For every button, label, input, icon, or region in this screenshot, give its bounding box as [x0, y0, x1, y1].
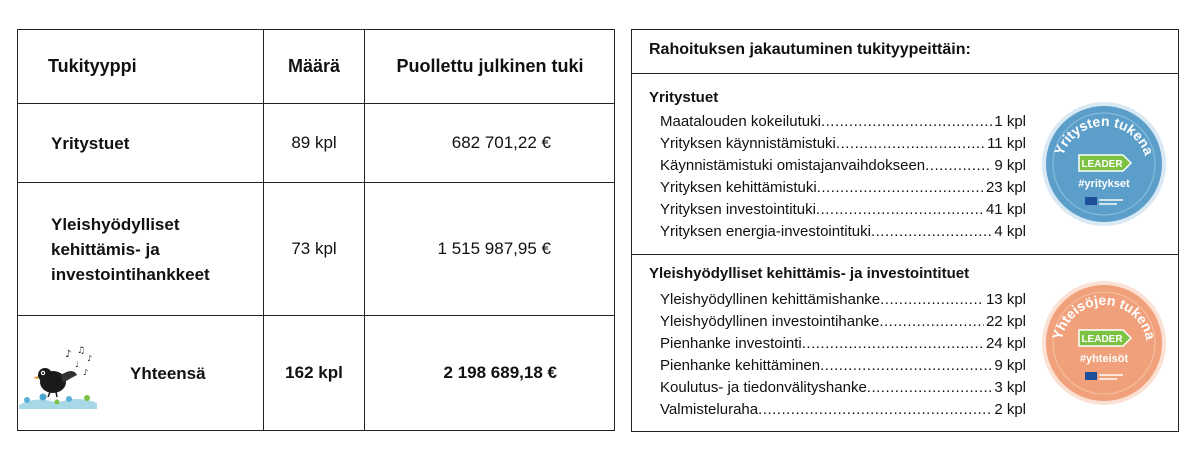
panel-title: Rahoituksen jakautuminen tukityypeittäin: — [632, 30, 1178, 74]
item-count: 24 kpl — [985, 335, 1026, 352]
dot-leader — [802, 335, 984, 352]
row-type: Yritystuet — [18, 104, 264, 182]
list-item — [660, 357, 1026, 379]
row-amount: 1 515 987,95 € — [437, 239, 551, 258]
list-item — [660, 113, 1026, 135]
svg-text:♪: ♪ — [87, 354, 93, 363]
section-heading: Yleishyödylliset kehittämis- ja investointituet — [649, 265, 970, 282]
row-type-line: kehittämis- ja — [51, 239, 160, 259]
support-summary-table — [17, 29, 615, 431]
item-name: Käynnistämistuki omistajanvaihdokseen — [660, 157, 926, 174]
item-count: 9 kpl — [994, 157, 1026, 174]
badge-arc-text: Yhteisöjen tukena — [1048, 291, 1160, 342]
svg-text:♩: ♩ — [75, 360, 79, 369]
item-count: 23 kpl — [985, 179, 1026, 196]
eu-flag-icon — [1085, 372, 1097, 380]
item-count: 41 kpl — [985, 201, 1026, 218]
bird-with-music-notes-illustration — [17, 345, 99, 409]
list-item — [660, 135, 1026, 157]
list-item — [660, 335, 1026, 357]
dot-leader — [758, 401, 992, 418]
item-name: Yleishyödyllinen investointihanke — [660, 313, 880, 330]
item-name: Koulutus- ja tiedonvälityshanke — [660, 379, 867, 396]
item-name: Pienhanke kehittäminen — [660, 357, 821, 374]
list-item — [660, 157, 1026, 179]
table-total-row — [18, 316, 614, 430]
table-header-row — [18, 30, 614, 104]
total-label: Yhteensä — [18, 316, 264, 430]
table-row — [18, 104, 614, 183]
row-count: 89 kpl — [264, 104, 365, 182]
item-count: 22 kpl — [985, 313, 1026, 330]
dot-leader — [820, 357, 992, 374]
item-count: 11 kpl — [987, 135, 1026, 152]
item-name: Valmisteluraha — [660, 401, 759, 418]
header-tukityyppi: Tukityyppi — [18, 30, 264, 103]
item-count: 9 kpl — [994, 357, 1026, 374]
item-name: Yrityksen kehittämistuki — [660, 179, 817, 196]
item-count: 3 kpl — [994, 379, 1026, 396]
list-item — [660, 201, 1026, 223]
row-type-line: Yleishyödylliset — [51, 214, 180, 234]
yhteisojen-tukena-badge — [1039, 278, 1169, 408]
header-maara: Määrä — [264, 30, 365, 103]
item-name: Yleishyödyllinen kehittämishanke — [660, 291, 881, 308]
dot-leader — [871, 223, 992, 240]
table-row — [18, 183, 614, 316]
list-item — [660, 313, 1026, 335]
item-count: 2 kpl — [994, 401, 1026, 418]
list-item — [660, 179, 1026, 201]
row-type-line: investointihankkeet — [51, 264, 210, 284]
section-item-list — [660, 113, 1026, 245]
list-item — [660, 379, 1026, 401]
svg-text:♫: ♫ — [77, 346, 86, 356]
badge-tag-text: #yritykset — [1078, 178, 1130, 190]
item-name: Maatalouden kokeilutuki — [660, 113, 821, 130]
dot-leader — [821, 113, 992, 130]
eu-flag-icon — [1085, 197, 1097, 205]
row-amount: 682 701,22 € — [451, 133, 551, 152]
svg-text:♪: ♪ — [83, 368, 89, 377]
svg-text:♪: ♪ — [65, 349, 72, 360]
item-name: Yrityksen käynnistämistuki — [660, 135, 836, 152]
badge-arc-text: Yritysten tukena — [1050, 112, 1158, 158]
item-count: 13 kpl — [985, 291, 1026, 308]
item-name: Yrityksen energia-investointituki — [660, 223, 871, 240]
section-item-list — [660, 291, 1026, 423]
yritysten-tukena-badge — [1039, 99, 1169, 229]
dot-leader — [925, 157, 992, 174]
dot-leader — [817, 179, 984, 196]
dot-leader — [836, 135, 985, 152]
item-count: 4 kpl — [994, 223, 1026, 240]
dot-leader — [867, 379, 993, 396]
badge-leader-text: LEADER — [1081, 159, 1123, 170]
header-julkinen-tuki: Puollettu julkinen tuki — [396, 56, 584, 76]
list-item — [660, 291, 1026, 313]
item-name: Pienhanke investointi — [660, 335, 802, 352]
badge-tag-text: #yhteisöt — [1079, 353, 1129, 365]
section-heading: Yritystuet — [649, 89, 719, 106]
item-count: 1 kpl — [994, 113, 1026, 130]
list-item — [660, 223, 1026, 245]
item-name: Yrityksen investointituki — [660, 201, 816, 218]
total-count: 162 kpl — [264, 316, 365, 430]
dot-leader — [816, 201, 984, 218]
list-item — [660, 401, 1026, 423]
dot-leader — [879, 313, 984, 330]
badge-leader-text: LEADER — [1081, 334, 1123, 345]
total-amount: 2 198 689,18 € — [443, 363, 557, 382]
dot-leader — [880, 291, 984, 308]
row-type — [18, 183, 264, 315]
row-count: 73 kpl — [264, 183, 365, 315]
